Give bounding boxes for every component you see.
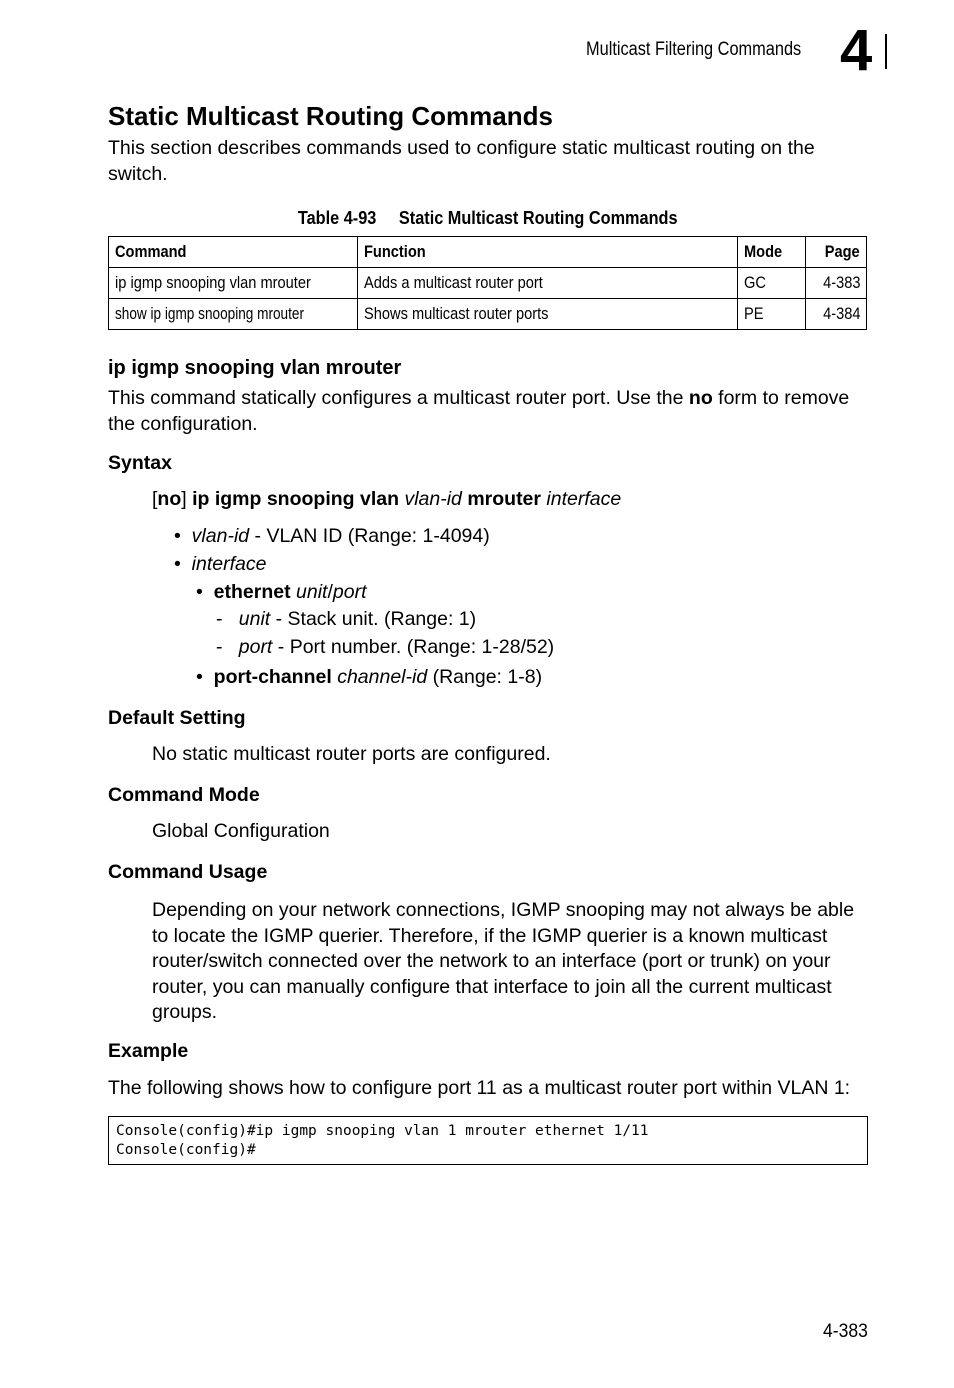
command-usage-heading: Command Usage xyxy=(108,861,268,883)
cell-command: ip igmp snooping vlan mrouter xyxy=(109,268,358,299)
chapter-tab-bar xyxy=(885,34,887,69)
command-usage-text: Depending on your network connections, IGMP snooping may not always be able to locate the IGMP querier. Therefore, if the IGMP querier is a known multicast router/switch connected over the network to an interface (port or trunk) on your router, you can manually configure that interface to join all the current multicast groups. xyxy=(152,899,855,1023)
table-row xyxy=(109,299,867,330)
running-header: Multicast Filtering Commands xyxy=(586,39,802,60)
console-line: Console(config)# xyxy=(116,1142,256,1158)
param-port-channel: • port-channel channel-id (Range: 1-8) xyxy=(196,666,543,688)
default-setting-text: No static multicast router ports are configured. xyxy=(152,743,551,765)
command-title: ip igmp snooping vlan mrouter xyxy=(108,357,402,379)
cell-page: 4-383 xyxy=(805,268,866,299)
param-interface: • interface xyxy=(174,553,267,575)
page-number: 4-383 xyxy=(823,1320,868,1342)
syntax-line: [no] ip igmp snooping vlan vlan-id mrouter interface xyxy=(152,488,622,510)
param-unit: - unit - Stack unit. (Range: 1) xyxy=(216,608,477,630)
cell-mode: PE xyxy=(737,299,805,330)
table-caption-label: Table 4-93 xyxy=(298,207,377,228)
syntax-heading: Syntax xyxy=(108,452,172,474)
header-command: Command xyxy=(109,237,358,268)
param-vlan-id: • vlan-id - VLAN ID (Range: 1-4094) xyxy=(174,525,490,547)
command-description: This command statically configures a multicast router port. Use the no form to remove the configuration. xyxy=(108,387,850,435)
param-port: - port - Port number. (Range: 1-28/52) xyxy=(216,636,555,658)
table-row xyxy=(109,268,867,299)
example-text: The following shows how to configure port 11 as a multicast router port within VLAN 1: xyxy=(108,1077,851,1099)
table-header-row xyxy=(109,237,867,268)
cell-function: Shows multicast router ports xyxy=(358,299,738,330)
intro-paragraph: This section describes commands used to configure static multicast routing on the switch. xyxy=(108,137,815,185)
header-page: Page xyxy=(805,237,866,268)
cell-page: 4-384 xyxy=(805,299,866,330)
console-line: Console(config)#ip igmp snooping vlan 1 mrouter ethernet 1/11 xyxy=(116,1123,649,1139)
header-mode: Mode xyxy=(737,237,805,268)
cell-function: Adds a multicast router port xyxy=(358,268,738,299)
command-mode-heading: Command Mode xyxy=(108,784,260,806)
section-title: Static Multicast Routing Commands xyxy=(108,101,553,131)
param-ethernet: • ethernet unit/port xyxy=(196,581,367,603)
chapter-number: 4 xyxy=(840,18,873,83)
header-function: Function xyxy=(358,237,738,268)
commands-table xyxy=(108,236,867,330)
default-setting-heading: Default Setting xyxy=(108,707,246,729)
console-example xyxy=(108,1116,868,1165)
cell-mode: GC xyxy=(737,268,805,299)
command-mode-text: Global Configuration xyxy=(152,820,330,842)
example-heading: Example xyxy=(108,1040,189,1062)
cell-command: show ip igmp snooping mrouter xyxy=(109,299,358,330)
table-caption-title: Static Multicast Routing Commands xyxy=(399,207,678,228)
table-caption xyxy=(108,207,868,229)
